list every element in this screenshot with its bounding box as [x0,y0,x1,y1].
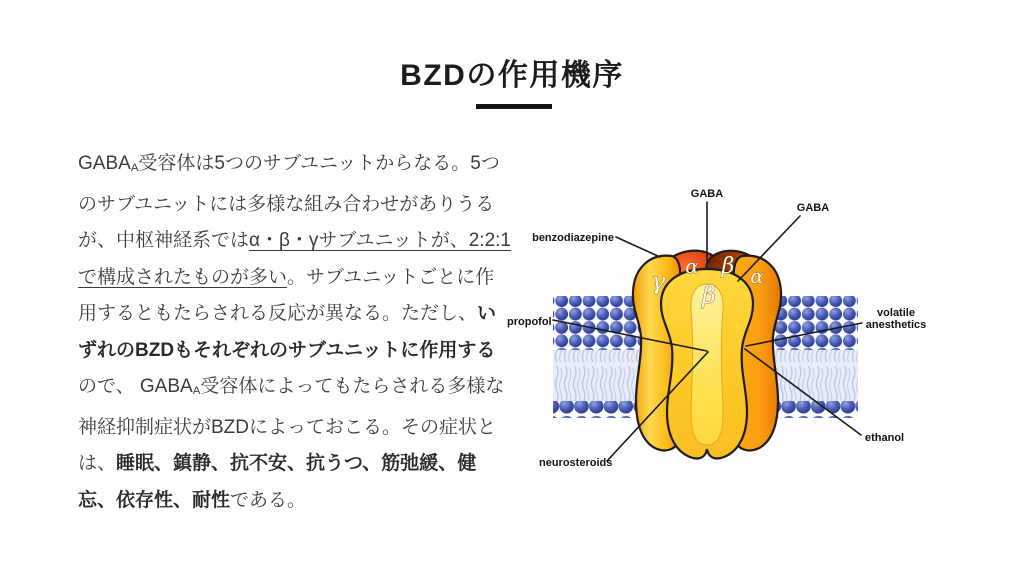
paragraph-segment: A [192,385,201,398]
label-gaba-top: GABA [690,188,724,200]
body-paragraph [78,146,512,519]
paragraph-segment: 受容体は5つのサブユニットからなる。5つのサブユニットには多様な組み合わせがありうるが、中枢神経系では [78,153,500,252]
subunit-letter-beta-center: β [702,281,716,309]
leader-line-benzodiazepine [616,237,660,257]
subunit-letter-alpha-back: α [685,254,699,278]
label-ethanol: ethanol [865,432,905,444]
title-divider [476,104,552,109]
label-gaba-right: GABA [796,202,830,214]
label-volatile-line1: volatile [877,307,915,319]
subunit-letter-alpha-right: α [750,264,764,288]
paragraph-segment: 睡眠、鎮静、抗不安、抗うつ、筋弛緩、健忘、依存性、耐性 [78,453,477,511]
paragraph-segment: 受容体によってもたらされる多様な神経抑制症状がBZDによっておこる。その症状とは、 [78,376,505,475]
label-volatile-line2: anesthetics [865,319,927,331]
paragraph-segment: α・β・γサブユニットが、2:2:1で構成されたものが多い [78,230,511,288]
label-benzodiazepine: benzodiazepine [532,232,614,244]
paragraph-segment: GABA [78,153,131,174]
paragraph-segment: いずれのBZDもそれぞれのサブユニットに作用する [78,303,497,361]
label-neurosteroids: neurosteroids [539,457,613,469]
gaba-receptor-diagram [500,160,960,520]
subunit-letter-gamma: γ [650,267,666,295]
paragraph-segment: である。 [230,489,307,511]
paragraph-segment: A [130,162,139,175]
label-propofol: propofol [507,316,552,328]
paragraph-segment: ので、 GABA [78,376,193,398]
page-title: BZDの作用機序 [400,59,624,92]
subunit-letter-beta-back: β [721,254,735,279]
paragraph-segment: 。サブユニットごとに作用するともたらされる反応が異なる。ただし、 [78,266,495,325]
